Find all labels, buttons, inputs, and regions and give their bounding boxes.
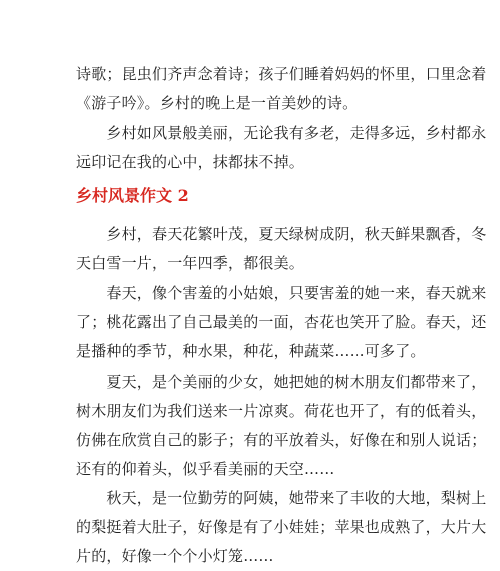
text-line: 仿佛在欣赏自己的影子；有的平放着头，好像在和别人说话； bbox=[76, 431, 487, 449]
text-line: 春天，像个害羞的小姑娘，只要害羞的她一来，春天就来 bbox=[76, 284, 487, 302]
text-line: 是播种的季节，种水果，种花，种蔬菜……可多了。 bbox=[76, 342, 426, 360]
text-line: 乡村，春天花繁叶茂，夏天绿树成阴，秋天鲜果飘香，冬 bbox=[76, 225, 487, 243]
text-line: 的梨挺着大肚子，好像是有了小娃娃；苹果也成熟了，大片大 bbox=[76, 518, 487, 536]
paragraph-summer bbox=[76, 368, 487, 484]
text-line: 诗歌；昆虫们齐声念着诗；孩子们睡着妈妈的怀里，口里念着 bbox=[76, 65, 487, 83]
paragraph-autumn bbox=[76, 484, 487, 571]
text-line: 片的，好像一个个小灯笼…… bbox=[76, 547, 274, 565]
section-heading: 乡村风景作文 2 bbox=[76, 186, 189, 205]
paragraph-four-seasons bbox=[76, 220, 487, 278]
paragraph-poem-night bbox=[76, 60, 487, 118]
text-line: 远印记在我的心中，抹都抹不掉。 bbox=[76, 153, 305, 171]
text-line: 天白雪一片，一年四季，都很美。 bbox=[76, 254, 305, 272]
text-line: 《游子吟》。乡村的晚上是一首美妙的诗。 bbox=[76, 94, 358, 112]
text-line: 还有的仰着头，似乎看美丽的天空…… bbox=[76, 460, 335, 478]
text-line: 夏天，是个美丽的少女，她把她的树木朋友们都带来了， bbox=[76, 373, 487, 391]
text-line: 乡村如风景般美丽，无论我有多老，走得多远，乡村都永 bbox=[76, 124, 487, 142]
text-line: 了；桃花露出了自己最美的一面，杏花也笑开了脸。春天，还 bbox=[76, 313, 487, 331]
paragraph-village-memory bbox=[76, 119, 487, 177]
text-line: 树木朋友们为我们送来一片凉爽。荷花也开了，有的低着头， bbox=[76, 402, 487, 420]
paragraph-spring bbox=[76, 279, 487, 366]
text-line: 秋天，是一位勤劳的阿姨，她带来了丰收的大地，梨树上 bbox=[76, 489, 487, 507]
